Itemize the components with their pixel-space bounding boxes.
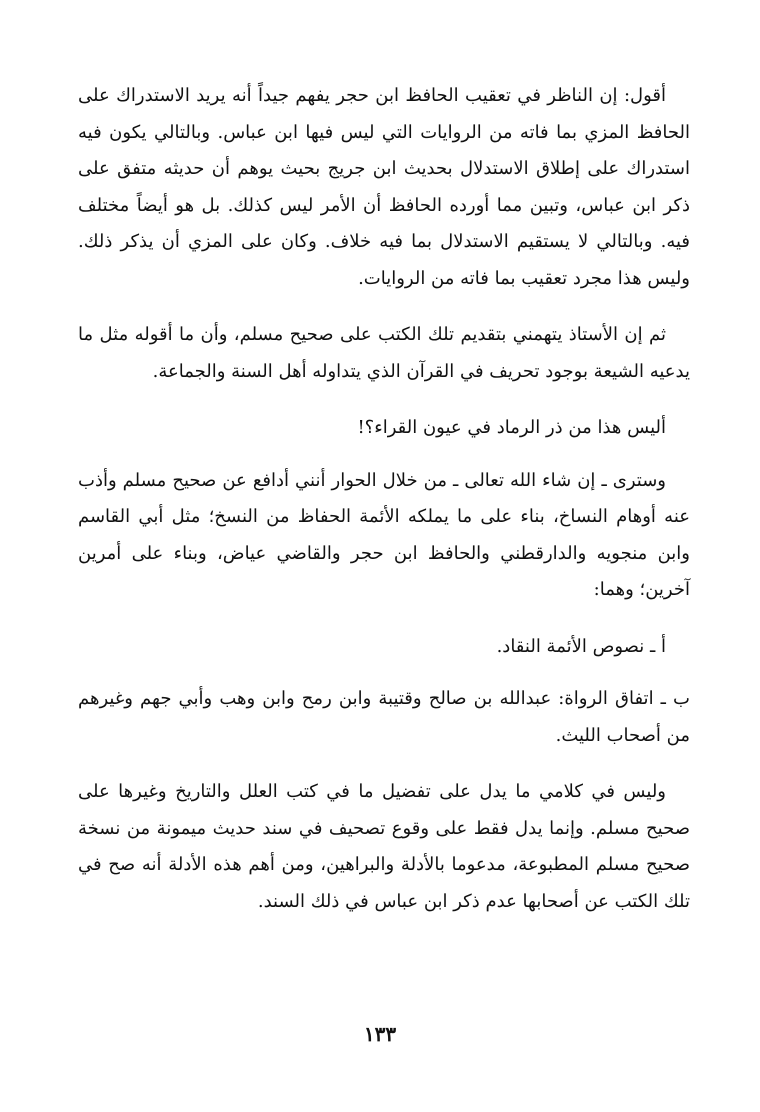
list-item-b: ب ـ اتفاق الرواة: عبدالله بن صالح وقتيبة وابن رمح وابن وهب وأبي جهم وغيرهم من أصحاب الليث. bbox=[78, 688, 690, 746]
paragraph-2: ثم إن الأستاذ يتهمني بتقديم تلك الكتب على صحيح مسلم، وأن ما أقوله مثل ما يدعيه الشيعة بوجود تحريف في القرآن الذي يتداوله أهل السنة والجماعة. bbox=[78, 324, 690, 382]
page-number: ١٣٣ bbox=[363, 1022, 397, 1046]
paragraph-7: وليس في كلامي ما يدل على تفضيل ما في كتب العلل والتاريخ وغيرها على صحيح مسلم. وإنما يدل فقط على وقوع تصحيف في سند حديث ميمونة من نسخة صحيح مسلم المطبوعة، مدعوما بالأدلة والبراهين، ومن أهم هذه الأدلة أنه صح في تلك الكتب عن أصحابها عدم ذكر ابن عباس في ذلك السند. bbox=[78, 781, 690, 912]
list-item-a: أ ـ نصوص الأئمة النقاد. bbox=[496, 635, 666, 657]
page-body bbox=[78, 78, 690, 940]
paragraph-3: أليس هذا من ذر الرماد في عيون القراء؟! bbox=[357, 417, 666, 438]
paragraph-1: أقول: إن الناظر في تعقيب الحافظ ابن حجر يفهم جيداً أنه يريد الاستدراك على الحافظ المزي بما فاته من الروايات التي ليس فيها ابن عباس. وبالتالي يكون فيه استدراك على إطلاق الاستدلال بحديث ابن جريج بحيث يوهم أن حديثه متفق على ذكر ابن عباس، وتبين مما أورده الحافظ أن الأمر ليس كذلك. بل هو أيضاً مختلف فيه. وبالتالي لا يستقيم الاستدلال بما فيه خلاف. وكان على المزي أن يذكر ذلك. وليس هذا مجرد تعقيب بما فاته من الروايات. bbox=[78, 85, 690, 289]
paragraph-4: وسترى ـ إن شاء الله تعالى ـ من خلال الحوار أنني أدافع عن صحيح مسلم وأذب عنه أوهام النساخ، بناء على ما يملكه الأئمة الحفاظ من النسخ؛ مثل أبي القاسم وابن منجويه والدارقطني والحافظ ابن حجر والقاضي عياض، وبناء على أمرين آخرين؛ وهما: bbox=[78, 469, 690, 600]
